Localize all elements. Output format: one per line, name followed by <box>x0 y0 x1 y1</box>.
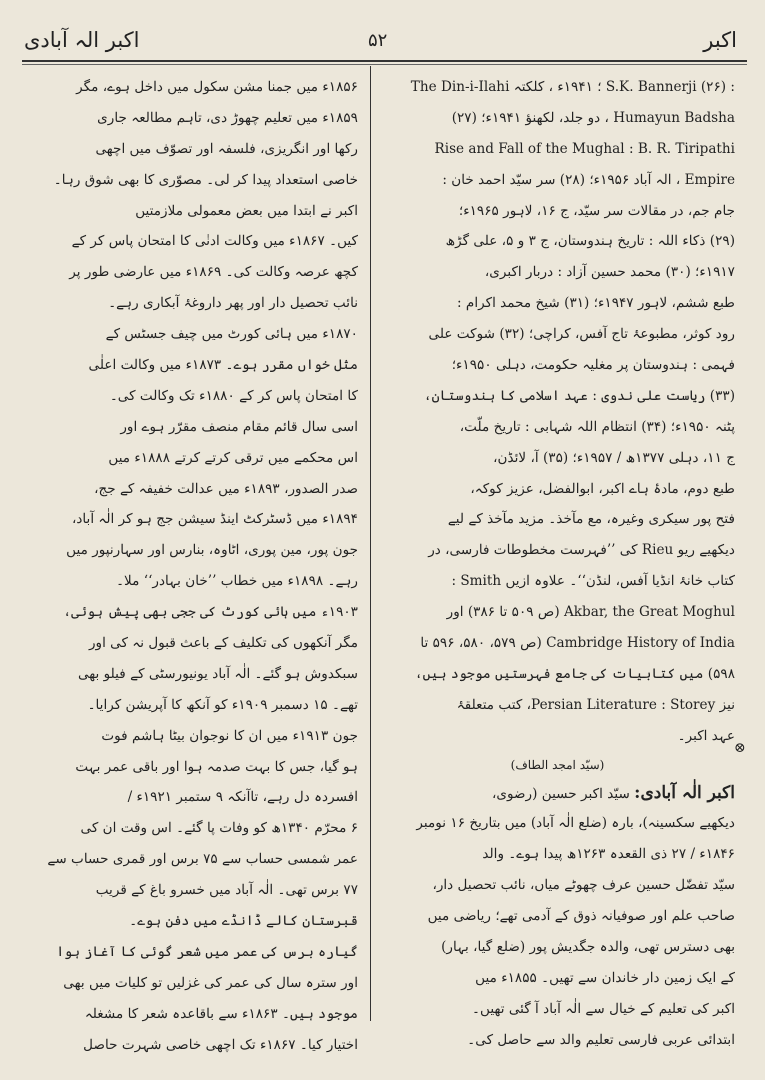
left-column <box>24 72 358 1061</box>
text-line: صدر الصدور، ۱۸۹۳ء میں عدالت خفیفہ کے جج، <box>94 480 358 497</box>
text-line: قبرستان کالے ڈانڈے میں دفن ہوے۔ <box>129 913 358 930</box>
text-line: (۳۳) ریاست علی ندوی : عہد اسلامی کا ہندوستان، <box>423 387 735 404</box>
text-line: جون پور، مین پوری، اٹاوہ، بنارس اور سہارنپور میں <box>66 542 358 559</box>
text-line: طبع ششم، لاہور ۱۹۴۷ء؛ (۳۱) شیخ محمد اکرام : <box>457 295 735 312</box>
text-line: سبکدوش ہو گئے۔ الٰہ آباد یونیورسٹی کے فیلو بھی <box>77 665 358 682</box>
text-line: ہو گیا، جس کا بہت صدمہ ہوا اور باقی عمر بہت <box>75 758 358 775</box>
text-line: کا امتحان پاس کر کے ۱۸۸۰ء تک وکالت کی۔ <box>109 387 358 404</box>
text-line: ج ۱۱، دہلی ۱۳۷۷ھ / ۱۹۵۷ء؛ (۳۵) آ، لائڈن، <box>493 449 735 466</box>
text-line: رہے۔ ۱۸۹۸ء میں خطاب ’’خان بہادر‘‘ ملا۔ <box>116 573 358 590</box>
text-line: اکبر کی تعلیم کے خیال سے الٰہ آباد آ گئی تھیں۔ <box>472 1000 735 1017</box>
text-line: : S.K. Bannerji (۲۶) ؛ ۱۹۴۱ء ، کلکتہ The Din-i-Ilahi <box>410 79 735 95</box>
text-line: دیکھیے ریو Rieu کی ’’فہرست مخطوطات فارسی، در <box>428 542 735 559</box>
right-column <box>380 72 735 1056</box>
text-line: فہمی : ہندوستان پر مغلیہ حکومت، دہلی ۱۹۵۰ء؛ <box>451 357 735 374</box>
text-line: جام جم، در مقالات سر سیّد، ج ۱۶، لاہور ۱۹۶۵ء؛ <box>458 202 735 219</box>
text-line: ۱۸۵۶ء میں جمنا مشن سکول میں داخل ہوے، مگر <box>76 79 358 95</box>
text-line: گیارہ برس کی عمر میں شعر گوئی کا آغاز ہوا <box>56 943 358 960</box>
text-line: رکھا اور انگریزی، فلسفہ اور تصوّف میں اچھی <box>95 140 358 157</box>
text-line: ۵۹۸) میں کتابیات کی جامع فہرستیں موجود ہیں، <box>414 665 735 682</box>
entry-text: سیّد اکبر حسین (رضوی، <box>491 785 630 802</box>
text-line: سیّد تفضّل حسین عرف چھوٹے میاں، نائب تحصیل دار، <box>432 877 735 894</box>
text-line: Rise and Fall of the Mughal : B. R. Tiripathi <box>434 140 735 157</box>
text-line: تھے۔ ۱۵ دسمبر ۱۹۰۹ء کو آنکھ کا آپریشن کرایا۔ <box>87 696 358 713</box>
text-line: اس محکمے میں ترقی کرتے کرتے ۱۸۸۸ء میں <box>108 449 358 466</box>
header-rule-thin <box>22 64 747 65</box>
text-line: طبع دوم، مادۂ ہاے اکبر، ابوالفضل، عزیز کوکہ، <box>470 480 735 497</box>
text-line: صاحب علم اور صوفیانہ ذوق کے آدمی تھے؛ ریاضی میں <box>427 908 735 925</box>
text-line: Humayun Badsha ، دو جلد، لکھنؤ ۱۹۴۱ء؛ (۲۷) <box>451 109 735 126</box>
text-line: رود کوثر، مطبوعۂ تاج آفس، کراچی؛ (۳۲) شوکت علی <box>428 326 735 343</box>
entry-title: اکبر الٰہ آبادی: <box>634 782 735 803</box>
entry-marker-icon: ⊗ <box>734 740 746 756</box>
text-line: پٹنہ ۱۹۵۰ء؛ (۳۴) انتظام اللہ شہابی : تاریخ ملّت، <box>459 418 735 435</box>
entry-heading-line <box>380 778 735 809</box>
text-line: کتاب خانۂ انڈیا آفس، لنڈن‘‘۔ علاوہ ازیں Smith : <box>451 573 735 590</box>
text-line: اور سترہ سال کی عمر کی غزلیں تو کلیات میں بھی <box>63 974 358 991</box>
text-line: Akbar, the Great Moghul (ص ۵۰۹ تا ۳۸۶) اور <box>446 604 735 621</box>
text-line: اکبر نے ابتدا میں بعض معمولی ملازمتیں <box>135 202 358 219</box>
text-line: ابتدائی عربی فارسی تعلیم والد سے حاصل کی۔ <box>467 1031 735 1048</box>
text-line: Empire ، الہ آباد ۱۹۵۶ء؛ (۲۸) سر سیّد احمد خان : <box>442 171 735 188</box>
text-line: دیکھیے سکسینہ)، بارہ (ضلع الٰہ آباد) میں بتاریخ ۱۶ نومبر <box>416 815 735 832</box>
text-line: ۱۸۷۰ء میں ہائی کورٹ میں چیف جسٹس کے <box>105 326 358 343</box>
text-line: عہد اکبر۔ <box>677 727 735 744</box>
running-head-right: اکبر <box>703 28 737 52</box>
text-line: ۶ محرّم ۱۳۴۰ھ کو وفات پا گئے۔ اس وقت ان کی <box>80 820 358 837</box>
text-line: افسردہ دل رہے، تاآنکہ ۹ ستمبر ۱۹۲۱ء / <box>127 789 358 806</box>
text-line: نائب تحصیل دار اور پھر داروغۂ آبکاری رہے۔ <box>108 295 358 312</box>
text-line: کچھ عرصہ وکالت کی۔ ۱۸۶۹ء میں عارضی طور پر <box>69 264 358 281</box>
text-line: Cambridge History of India (ص ۵۷۹، ۵۸۰، ۵۹۶ تا <box>420 635 735 652</box>
text-line: کے ایک زمین دار خاندان سے تھیں۔ ۱۸۵۵ء میں <box>475 969 735 986</box>
column-divider <box>370 66 371 1021</box>
text-line: ۱۸۴۶ء / ۲۷ ذی القعدہ ۱۲۶۳ھ پیدا ہوے۔ والد <box>482 846 735 863</box>
text-line: مثل خواں مقرر ہوے۔ ۱۸۷۳ء میں وکالت اعلٰی <box>88 357 358 374</box>
running-head-left: اکبر الہ آبادی <box>24 28 140 52</box>
text-line: فتح پور سیکری وغیرہ، مع مآخذ۔ مزید مآخذ کے لیے <box>447 511 735 528</box>
text-line: عمر شمسی حساب سے ۷۵ برس اور قمری حساب سے <box>47 851 358 868</box>
author-signature: (سیّد امجد الطاف) <box>510 757 605 772</box>
header-rule <box>22 60 747 62</box>
text-line: مگر آنکھوں کی تکلیف کے باعث قبول نہ کی اور <box>88 635 358 652</box>
text-line: اسی سال قائم مقام منصف مقرّر ہوے اور <box>120 418 358 435</box>
text-line: کیں۔ ۱۸۶۷ء میں وکالت ادنٰی کا امتحان پاس کر کے <box>71 233 358 250</box>
text-line: ۷۷ برس تھی۔ الٰہ آباد میں خسرو باغ کے قریب <box>95 882 358 899</box>
text-line: اختیار کیا۔ ۱۸۶۷ء تک اچھی خاصی شہرت حاصل <box>83 1036 358 1053</box>
text-line: نیز Persian Literature : Storey، کتب متعلقۂ <box>456 696 735 713</box>
text-line: ۱۸۹۴ء میں ڈسٹرکٹ اینڈ سیشن جج ہو کر الٰہ آباد، <box>71 511 358 528</box>
page-number: ۵۲ <box>368 30 388 51</box>
text-line: جون ۱۹۱۳ء میں ان کا نوجوان بیٹا ہاشم فوت <box>101 727 358 744</box>
text-line: موجود ہیں۔ ۱۸۶۳ء سے باقاعدہ شعر کا مشغلہ <box>84 1005 358 1022</box>
text-line: ۱۹۱۷ء؛ (۳۰) محمد حسین آزاد : دربار اکبری، <box>484 264 735 281</box>
text-line: ۱۸۵۹ء میں تعلیم چھوڑ دی، تاہم مطالعہ جاری <box>97 109 358 126</box>
text-line: ۱۹۰۳ء میں ہائی کورٹ کی ججی بھی پیش ہوئی، <box>63 604 358 621</box>
text-line: خاصی استعداد پیدا کر لی۔ مصوّری کا بھی شوق رہا۔ <box>53 171 358 188</box>
text-line: (۲۹) ذکاء اللہ : تاریخ ہندوستان، ج ۳ و ۵، علی گڑھ <box>445 233 735 250</box>
text-line: بھی دسترس تھی، والدہ جگدیش پور (ضلع گیا، بہار) <box>441 939 735 956</box>
